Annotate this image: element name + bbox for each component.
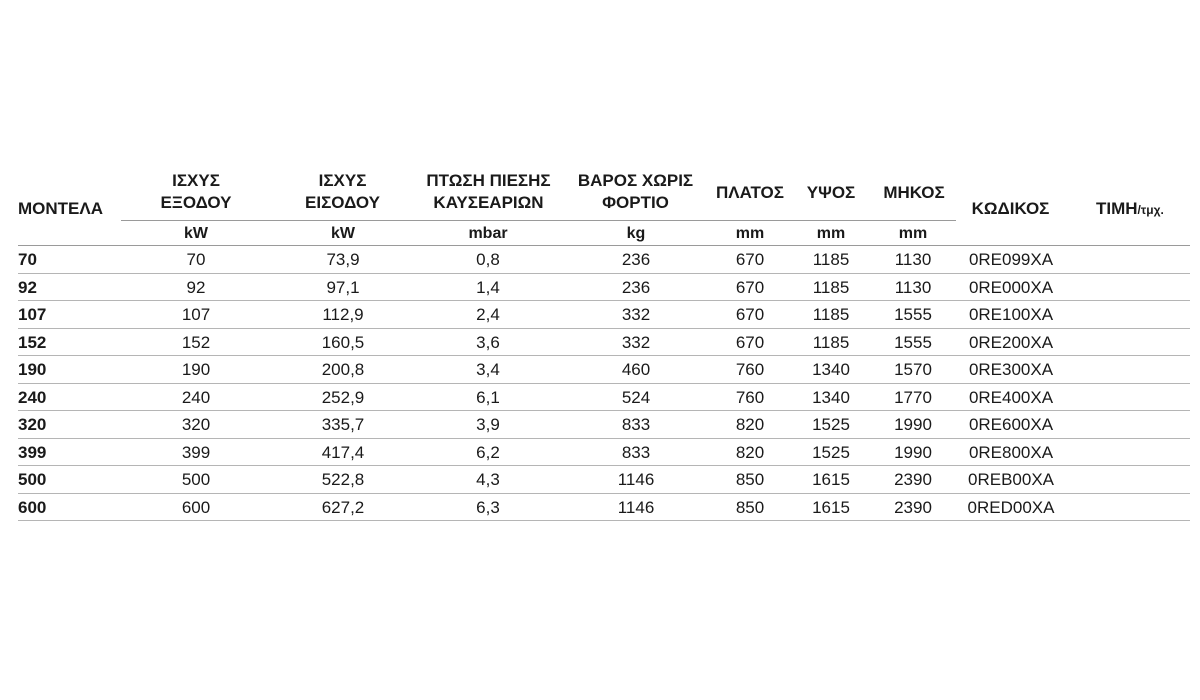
- cell-width: 670: [735, 277, 765, 297]
- cell-output: 70: [186, 250, 206, 269]
- cell-code: 0RE300XA: [968, 360, 1054, 379]
- cell-code: 0REB00XA: [968, 470, 1054, 489]
- cell-weight: 460: [621, 360, 651, 379]
- cell-height: 1615: [812, 497, 850, 517]
- cell-input: 200,8: [321, 360, 365, 379]
- header-output-power: ΙΣΧΥΣ ΕΞΟΔΟΥ: [160, 171, 232, 212]
- cell-input: 97,1: [326, 277, 360, 297]
- cell-height: 1185: [812, 332, 850, 352]
- cell-width: 820: [735, 442, 765, 462]
- header-weight: ΒΑΡΟΣ ΧΩΡΙΣ ΦΟΡΤΙΟ: [577, 171, 694, 212]
- cell-length: 2390: [894, 470, 932, 489]
- cell-output: 399: [181, 442, 211, 462]
- cell-model: 320: [18, 415, 47, 434]
- cell-length: 1555: [894, 332, 932, 352]
- table-row: [18, 356, 1190, 384]
- table-row: [18, 274, 1190, 302]
- unit-pressure-drop: mbar: [468, 225, 508, 242]
- cell-length: 1770: [894, 387, 932, 407]
- table-row: [18, 494, 1190, 522]
- cell-weight: 1146: [617, 470, 655, 489]
- cell-code: 0RE099XA: [968, 250, 1054, 269]
- table-body: [18, 246, 1190, 521]
- cell-length: 1130: [894, 250, 932, 269]
- unit-height: mm: [816, 225, 846, 242]
- cell-pressure: 3,9: [476, 415, 500, 434]
- cell-model: 190: [18, 360, 47, 379]
- cell-input: 627,2: [321, 497, 365, 517]
- unit-length: mm: [898, 225, 928, 242]
- cell-weight: 524: [621, 387, 651, 407]
- cell-input: 252,9: [321, 387, 365, 407]
- header-pressure-drop: ΠΤΩΣΗ ΠΙΕΣΗΣ ΚΑΥΣΕΑΡΙΩΝ: [426, 171, 551, 212]
- cell-model: 399: [18, 442, 47, 462]
- cell-weight: 833: [621, 442, 651, 462]
- cell-code: 0RE600XA: [968, 415, 1054, 434]
- table-row: [18, 246, 1190, 274]
- cell-code: 0RE000XA: [968, 277, 1054, 297]
- cell-length: 1130: [894, 277, 932, 297]
- table-row: [18, 439, 1190, 467]
- cell-width: 670: [735, 305, 765, 324]
- cell-pressure: 6,2: [476, 442, 500, 462]
- table-row: [18, 301, 1190, 329]
- cell-width: 820: [735, 415, 765, 434]
- unit-weight: kg: [626, 225, 646, 242]
- cell-code: 0RE100XA: [968, 305, 1054, 324]
- header-height: ΥΨΟΣ: [806, 183, 856, 202]
- cell-weight: 332: [621, 305, 651, 324]
- cell-output: 107: [181, 305, 211, 324]
- table-row: [18, 466, 1190, 494]
- cell-pressure: 6,1: [476, 387, 500, 407]
- table-row: [18, 411, 1190, 439]
- unit-output-power: kW: [184, 225, 208, 242]
- table-row: [18, 384, 1190, 412]
- cell-model: 107: [18, 305, 47, 324]
- cell-height: 1185: [812, 305, 850, 324]
- cell-output: 500: [181, 470, 211, 489]
- cell-input: 112,9: [322, 305, 364, 324]
- cell-weight: 332: [621, 332, 651, 352]
- cell-code: 0RE200XA: [968, 332, 1054, 352]
- unit-width: mm: [735, 225, 765, 242]
- cell-weight: 833: [621, 415, 651, 434]
- header-width: ΠΛΑΤΟΣ: [716, 183, 784, 202]
- cell-width: 670: [735, 332, 765, 352]
- spec-table: [18, 168, 1190, 521]
- cell-length: 2390: [894, 497, 932, 517]
- cell-input: 522,8: [321, 470, 365, 489]
- cell-height: 1615: [812, 470, 850, 489]
- cell-width: 760: [735, 387, 765, 407]
- header-divider: [121, 220, 956, 221]
- header-length: ΜΗΚΟΣ: [883, 183, 945, 202]
- cell-input: 160,5: [321, 332, 365, 352]
- table-header: [18, 168, 1190, 246]
- unit-input-power: kW: [331, 225, 355, 242]
- cell-pressure: 6,3: [476, 497, 500, 517]
- cell-weight: 236: [621, 277, 651, 297]
- cell-height: 1340: [812, 387, 850, 407]
- cell-output: 240: [181, 387, 211, 407]
- cell-height: 1525: [812, 415, 850, 434]
- cell-pressure: 3,6: [476, 332, 500, 352]
- cell-width: 670: [735, 250, 765, 269]
- header-input-power: ΙΣΧΥΣ ΕΙΣΟΔΟΥ: [305, 171, 380, 212]
- cell-output: 152: [181, 332, 211, 352]
- cell-input: 417,4: [321, 442, 365, 462]
- cell-model: 152: [18, 332, 47, 352]
- cell-height: 1185: [812, 250, 850, 269]
- header-model: ΜΟΝΤΕΛΑ: [18, 199, 103, 218]
- cell-length: 1555: [894, 305, 932, 324]
- cell-output: 320: [181, 415, 211, 434]
- cell-width: 760: [735, 360, 765, 379]
- cell-code: 0RE800XA: [968, 442, 1054, 462]
- cell-input: 73,9: [326, 250, 360, 269]
- cell-height: 1340: [812, 360, 850, 379]
- cell-weight: 236: [621, 250, 651, 269]
- cell-model: 70: [18, 250, 37, 269]
- cell-output: 92: [186, 277, 206, 297]
- header-price: ΤΙΜΗ/τμχ.: [1096, 199, 1164, 218]
- cell-height: 1185: [812, 277, 850, 297]
- cell-length: 1990: [894, 415, 932, 434]
- cell-length: 1990: [894, 442, 932, 462]
- cell-model: 240: [18, 387, 47, 407]
- cell-width: 850: [735, 497, 765, 517]
- cell-weight: 1146: [617, 497, 655, 517]
- cell-pressure: 0,8: [476, 250, 500, 269]
- cell-pressure: 4,3: [476, 470, 500, 489]
- cell-model: 600: [18, 497, 47, 517]
- header-code: ΚΩΔΙΚΟΣ: [971, 199, 1050, 218]
- cell-width: 850: [735, 470, 765, 489]
- cell-pressure: 3,4: [476, 360, 500, 379]
- cell-pressure: 2,4: [476, 305, 500, 324]
- cell-code: 0RE400XA: [968, 387, 1054, 407]
- cell-length: 1570: [894, 360, 932, 379]
- cell-input: 335,7: [321, 415, 365, 434]
- cell-height: 1525: [812, 442, 850, 462]
- cell-model: 92: [18, 277, 37, 297]
- cell-output: 600: [181, 497, 211, 517]
- cell-code: 0RED00XA: [967, 497, 1055, 517]
- table-row: [18, 329, 1190, 357]
- cell-model: 500: [18, 470, 47, 489]
- cell-pressure: 1,4: [476, 277, 500, 297]
- cell-output: 190: [181, 360, 211, 379]
